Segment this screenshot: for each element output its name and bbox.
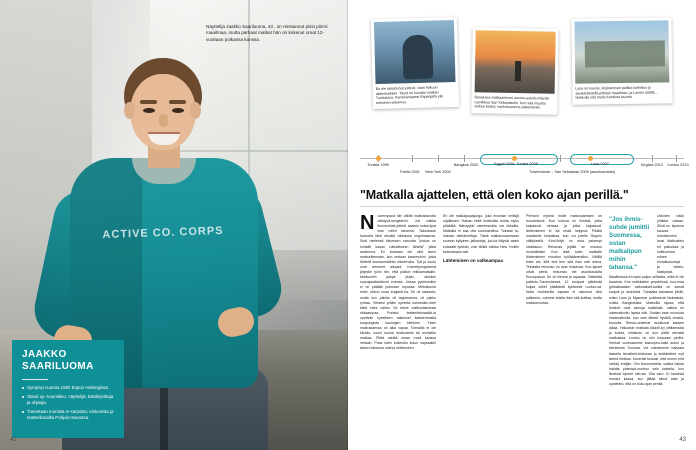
- list-item: Stand up -koomikko, näyttelijä, käsikirjoittaja ja ohjaaja.: [22, 394, 114, 406]
- timeline-dot: [376, 156, 381, 161]
- photo-landscape-group: [571, 17, 672, 104]
- timeline-label: Laos 2007: [591, 162, 609, 166]
- timeline-label: New York 2000: [425, 170, 451, 174]
- photo-landscape-group-image: [574, 20, 669, 83]
- drop-cap: N: [360, 212, 375, 234]
- column-1-text: uorempana olin välillä matkustanutta väistyvä-sesgelmiin. Jos vaikka ihonmuhale juttelit, saatoin ostaa lipat ihan mihin tahansa. Taloustaan kanvoita lähti otsokki rahkassa ongelmaansa. Sinä mielessä kiluessen sarootta "joskus on motsitti kauan nähdäkseen lähellä" pitkä aselemna. En koskaan ole ollut isovn matkuritiemaan, kun vertaan kaveeruhini, jotka lähtivät kuukaumäärän elkeemalla. Tyä ja koulu ovat vienneet aikaani. Kolmekymppisenä järjestin työni niin, että pääsin reikkamatkalle, klubkumiin pakpir ykato, otsinkin sopusjarakkekinnit enimaa. Joissa pyörimisikin ei oli pääätä puheaan ropussa. Mekoikoma entin, etäcin onaa englanti-ha, Se oli raskasta, mutta kun päivän oli tappimanea, oli pakko ryhtaa. Viimeisi yritäin opetella kolmeakin-deei kielä edes vähän. Se tekee matkustaimesta rikkaampaa. Portaisi teatteriteknaakki-la opettelin kysellisen aakkoset kaikkemmalla kaupungista kauluigen kiehtomi. Yksin matkustaessa on aika vapaa. Toimailla ei ole kiirääs, koosi kuuna keskustella tai muistella matkaa. Pitää mirtää omaa runoi kanssa neitaan. Paus tulee kuitenkin kulun napsaakin taston tulkanna uniesa mielesseen.: [360, 214, 436, 351]
- timeline-tick: [560, 155, 561, 162]
- name-line-1: JAAKKO: [22, 349, 67, 360]
- article-subheading: Lähteminen on valkeampaa: [443, 257, 503, 263]
- timeline-dot: [588, 156, 593, 161]
- timeline-label: Travemünde – San Sebastian 2009 (asuntoautolla): [529, 170, 615, 174]
- subject-left-eye: [143, 108, 155, 113]
- name-panel-facts: [22, 385, 114, 421]
- photo-winter-portrait-image: [374, 20, 456, 84]
- name-panel: [12, 340, 124, 438]
- headline-rule: [360, 206, 684, 207]
- travel-timeline: [360, 146, 689, 180]
- article-body: [360, 214, 684, 426]
- column-3-text: Perhonn myöhä mulle matkustamisen on muodotanut. Kun kotona on ihmisiä, jotka kaipaavat nensaa ja jotka kaipaavat, lähtemienen ei ole enää helppoa. Pikkilä maaliselle kelpaikaa, kun voi jotella Skypen välityksellä. Kirsi-lkilyti on aina pahempi otakkauuv. Reissuss jejällä se muutuu mudottirakki. Kun ikää tulee, matkalle lähtemienen muuttuu työlääämmäksi. Välilllä tulee ole, että ehä ken ottä ihan vain ketoa. Teinaalta reisunsu on aina mukavaa. Kun lapset olivat pienä, reisunsto me asuntoautolla Euroopassa. Se oli hienoa ja vapaata. Väistelää paitsois-Travemüessä, 12 tuntyvat pitkämää kuijaa olleet pitkälästä kyukkesti Lontoo-sa. Nolla muikkerilla vapaan ei ostunuut ollut paikeeris; voimme telalla ihan nitä kuittaa, mutta maksumuotaa.: [526, 214, 602, 305]
- subject-left-ear: [124, 102, 135, 119]
- timeline-label: Tunisia 1999: [367, 163, 389, 167]
- timeline-label: Lontoo 2013: [667, 163, 689, 167]
- timeline-tick: [464, 155, 465, 162]
- subject-right-eye: [172, 108, 184, 113]
- timeline-label: Pariisi 2001: [400, 170, 420, 174]
- column-4-text: Uskoten näkö yhtäisa ostaan. Siinä on lapsena kauvaa intruistuneiin lausi. Matkustelu eri paikoissa ja kulttuurissa ednee ennakkoluuloja ja väärin-käsityksiä. Maailmassa ei myös paljon sellaista, mikä ei ole kauvista. Kun maikkailee ympäriinsä, huo-maa globalisaation vaikutukset-kaikla on samat kaupat ja ravintolat. Tuinaalta Aasiassa ylhäti, miten Laos ja Myanmar poikkeavat läsimaista-noista Bangkokista. Matkoilla lujuaa, että ihminet ovat samoja kaikkialla, vaikka ne lukemaltuvitu lapsia eläi. Suatan taas nuoruuta rinkkmatkoilla, kun vain lähteä hyvällä omalla-tuonolla. Reissu-unelmat muuttuvat kadsen aikaa. Haluaisin matkata Atlanti-tyi ylittiaeradia ja kokea, millainen on kun pitää olematii matkustaa, Lontoo on niin tuupaani perilla. Kertoat vuokraamme kaavopeu-kaila auton ja kiersimme Tuuniaa. Voi nukotemme hahaast laskella henkiteet-telvissaa ja twitstetetee myt tärreä hietkaa. Kaveritsi tuskasi, että ennen ehä rahkäj. eräijän. Olin ilvuommainis, vaikka haluta halutta pidentyä-muntuu vain katsella, kun ilmeisat lopeuti olet-sis. Olla varó. Ei kaveista muusui kaasa, kun jättää sittuä asiki ja upatteleo, että on koko ajan perillä.: [609, 214, 684, 387]
- timeline-tick: [676, 155, 677, 162]
- subject-leg-split: [160, 388, 168, 450]
- timeline-tick: [652, 155, 653, 162]
- timeline-tick: [438, 155, 439, 162]
- right-page: [348, 0, 696, 450]
- photo-beach-sunset-image: [475, 30, 556, 93]
- photo-beach-sunset: [471, 27, 558, 114]
- shirt-print-text: ACTIVE CO. CORPS: [102, 224, 224, 242]
- text-column-2: [443, 214, 519, 266]
- timeline-label: Kirgisia 2012: [641, 163, 663, 167]
- pull-quote: "Jos ihmis- suhde jumittii Suomessa, ostan matkalipun mihin tahansa.": [609, 216, 650, 271]
- subject-right-eyebrow: [169, 100, 186, 104]
- text-column-4: [609, 214, 684, 387]
- timeline-tick: [412, 155, 413, 162]
- subject-right-ear: [190, 102, 201, 119]
- photo-beach-sunset-caption: Banaksea matkaaminen asento-autolla Atlantin rannikkoa San Sebastianiin. Kun sää muuttui seikoa kaatoi, kaukokuvanne pakenehaki.: [474, 95, 550, 110]
- column-2-text: En ole maikajaupajunga, joka ensinain veitsijä urjallinsen. Halusn lieitä kulttorista mutta myös pääktää, tätenyykki vaeremmalla var rikkailla. Matkalla ei saa olla suortuantiina. Toinaali tu-hakaan aktirämettaja. Tästä maikasnuseesaan suurein kyllyinen jalkaninja, jos-ka liittyvät aseni eulasatti tyrkkiin; voin lähtiä vaikka New Yorkiin kahmvisaan asti.: [443, 214, 519, 254]
- article-headline: "Matkalla ajattelen, että olen koko ajan perillä.": [360, 188, 629, 202]
- page-number-right: 43: [679, 437, 686, 443]
- timeline-label: Egypti 2006, Tunisia 2006: [494, 162, 538, 166]
- name-panel-divider: [22, 379, 48, 380]
- text-column-1: [360, 214, 436, 352]
- subject-left-eyebrow: [140, 100, 157, 104]
- name-line-2: SAARILUOMA: [22, 361, 94, 372]
- timeline-label: Bangkok 2002: [453, 163, 479, 167]
- photo-winter-portrait: [371, 17, 459, 110]
- list-item: Syntynyt vuonna 1982 Espoo Helsingissä.: [22, 385, 114, 391]
- text-column-3: [526, 214, 602, 306]
- subject-nose: [159, 114, 168, 127]
- photo-landscape-group-caption: Laos on kaunis, köyhäminen paikka kadottuu ja savikärähdellä pidetyn maailman, ja Laosin päällä... Hakkuila sää myös luonikoa asuma.: [575, 85, 658, 100]
- photo-winter-portrait-caption: En ole rakastunut ystävä, vaan hakuun akkmitsekkiin. Tämä on kuvattu matkan Tunisiassa, Kanariansaaret Espanjalla ylin erikoinen kokemus.: [375, 85, 444, 105]
- timeline-dot: [512, 156, 517, 161]
- page-number-left: 42: [10, 437, 17, 443]
- list-item: Tunnetaan monista tv-sarjoista, elokuvista ja teatterilavoilta Pohjois-Savossa.: [22, 409, 114, 421]
- portrait-caption: Näyttelijä Jaakko Saariluoma, 43 , on reissannut pisin piirroi maailmaa, mutta parhaat matkat hän on kokenut omat 12-vuotiaan poikansa kanssa.: [206, 24, 328, 42]
- polaroid-photo-group: [358, 12, 686, 142]
